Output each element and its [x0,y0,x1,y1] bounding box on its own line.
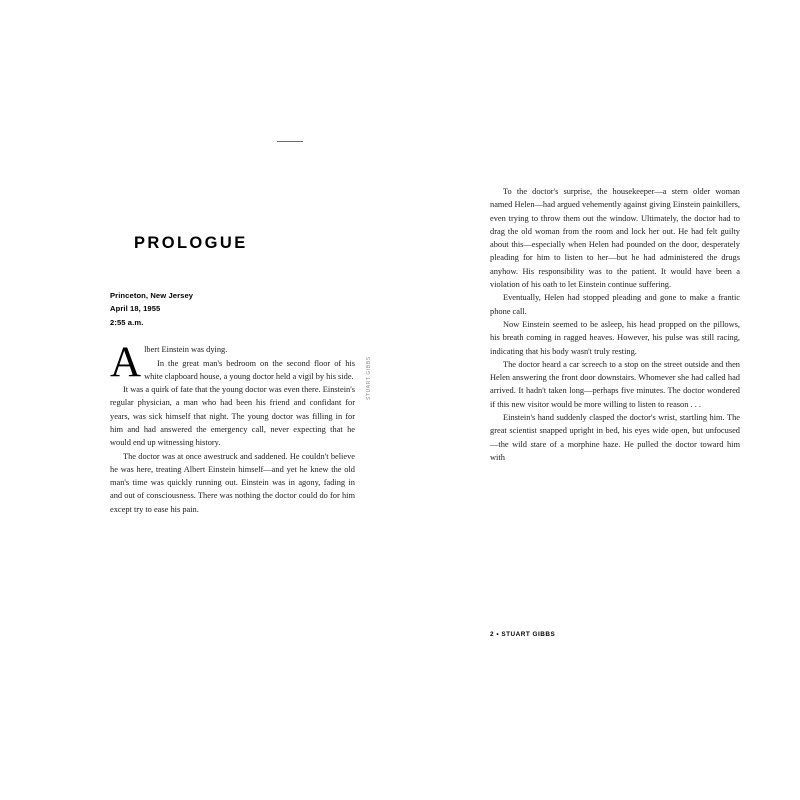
dateline-line-2: April 18, 1955 [110,304,161,314]
dateline-line-1: Princeton, New Jersey [110,291,194,300]
left-body-column [110,329,355,516]
page-title: PROLOGUE [134,234,248,252]
paragraph-text: To the doctor's surprise, the housekeeper—a stern older woman named Helen—had argued vehemently against giving Einstein painkillers, even trying to throw them out the window. Ultimately, the doctor had to drag the old woman from the room and lock her out. He had felt guilty about this—especially when Helen had pounded on the door, desperately pleading for him to listen to her—but he had administered the drugs anyhow. His responsibility was to the patient. It would have been a violation of his oath to let Einstein continue suffering. [490,187,740,290]
paragraph-text: lbert Einstein was dying. [144,345,228,355]
left-page [110,130,355,660]
paragraph: In the great man's bedroom on the second floor of his white clapboard house, a young doctor held a vigil by his side. [144,358,355,381]
gutter-imprint-mark: STUART GIBBS [366,356,372,400]
drop-cap: A [110,339,142,387]
right-page [490,185,740,665]
dateline-line-3: 2:55 a.m. [110,317,144,327]
page-folio: 2 • STUART GIBBS [490,631,556,638]
paragraph: The doctor was at once awestruck and saddened. He couldn't believe he was here, treating Albert Einstein himself—and yet he knew the old man's time was quickly running out. Einstein was in agony, fading in and out of consciousness. There was nothing the doctor could do for him except try to ease his pain. [110,451,355,514]
paragraph [490,185,740,291]
paragraph: It was a quirk of fate that the young doctor was even there. Einstein's regular physician, a man who had been his friend and confidant for years, was sick himself that night. The young doctor was filling in for him and had answered the emergency call, never expecting that he would end up witnessing history. [110,385,355,448]
paragraph: Eventually, Helen had stopped pleading and gone to make a frantic phone call. [490,293,740,316]
paragraph: Einstein's hand suddenly clasped the doctor's wrist, startling him. The great scientist snapped upright in bed, his eyes wide open, but unfocused—the wild stare of a morphine haze. He pulled the doctor toward him with [490,413,740,462]
dateline [110,253,355,329]
paragraph: The doctor heard a car screech to a stop on the street outside and then Helen answering the front door downstairs. Whomever she had called had arrived. It hadn't taken long—perhaps five minutes. The doctor wondered if this new visitor would be more willing to listen to reason . . . [490,359,740,409]
right-body-column [490,185,740,464]
paragraph: Now Einstein seemed to be asleep, his head propped on the pillows, his breath coming in ragged heaves. However, his pulse was still racing, indicating that his body wasn't truly resting. [490,319,740,356]
